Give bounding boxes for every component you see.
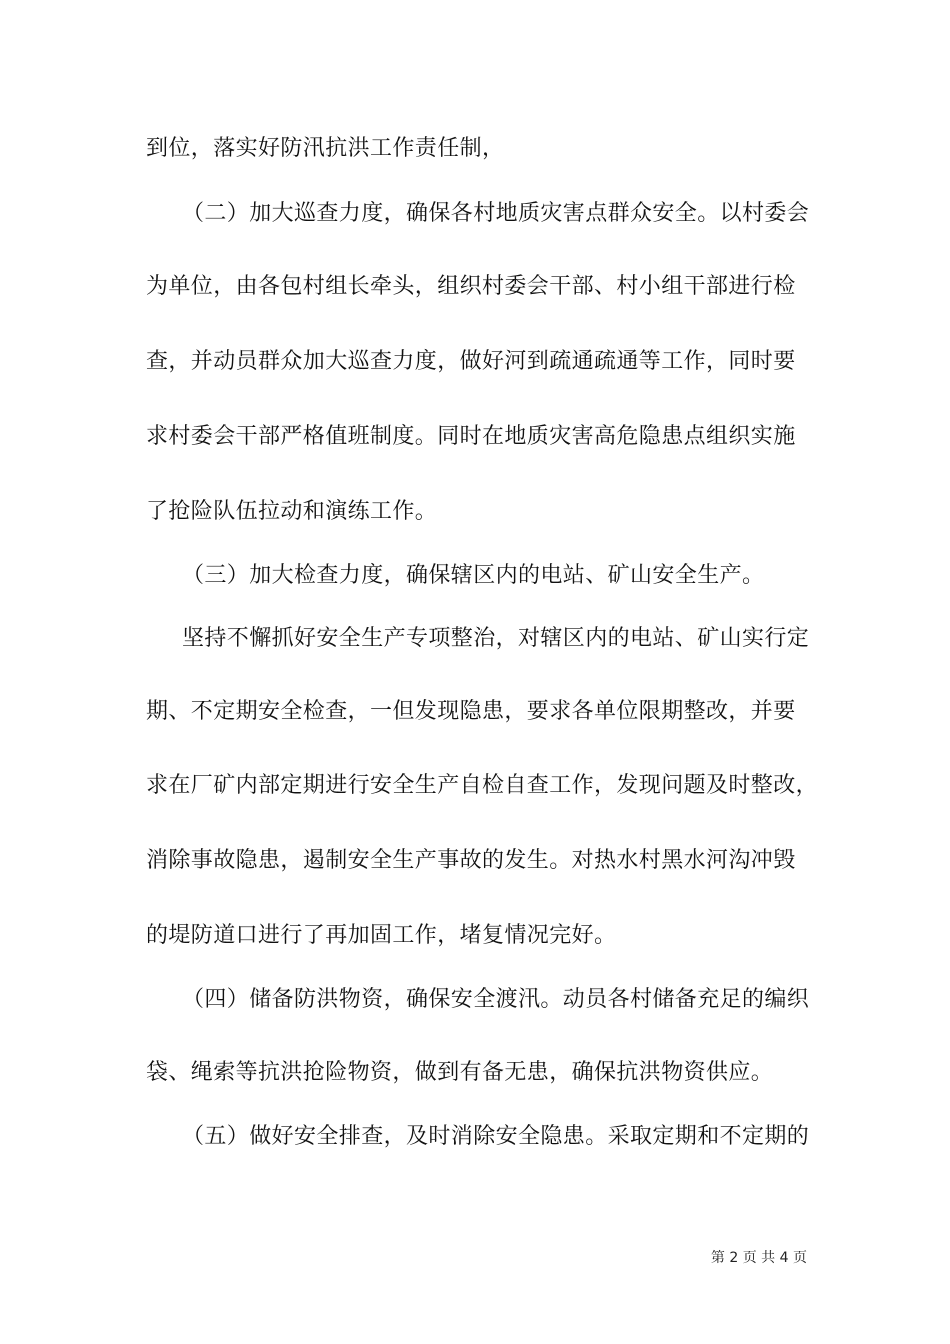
paragraph-line: 期、不定期安全检查，一但发现隐患，要求各单位限期整改，并要 (146, 699, 796, 724)
paragraph-line: 的堤防道口进行了再加固工作，堵复情况完好。 (146, 923, 617, 948)
paragraph-line: 求在厂矿内部定期进行安全生产自检自查工作，发现问题及时整改， (146, 773, 819, 798)
paragraph-line: 查，并动员群众加大巡查力度，做好河到疏通疏通等工作，同时要 (146, 349, 796, 374)
paragraph-line: 求村委会干部严格值班制度。同时在地质灾害高危隐患点组织实施 (146, 424, 796, 449)
page-number-footer: 第 2 页 共 4 页 (710, 1250, 807, 1266)
paragraph-line: （三）加大检查力度，确保辖区内的电站、矿山安全生产。 (182, 563, 765, 588)
paragraph-line: 袋、绳索等抗洪抢险物资，做到有备无患，确保抗洪物资供应。 (146, 1060, 774, 1085)
paragraph-line: 到位，落实好防汛抗洪工作责任制， (146, 136, 505, 161)
paragraph-line: 为单位，由各包村组长牵头，组织村委会干部、村小组干部进行检 (146, 274, 796, 299)
paragraph-line: 坚持不懈抓好安全生产专项整治，对辖区内的电站、矿山实行定 (182, 626, 810, 651)
paragraph-line: 了抢险队伍拉动和演练工作。 (146, 499, 438, 524)
paragraph-line: （二）加大巡查力度，确保各村地质灾害点群众安全。以村委会 (182, 201, 810, 226)
paragraph-line: （五）做好安全排查，及时消除安全隐患。采取定期和不定期的 (182, 1124, 810, 1149)
paragraph-line: 消除事故隐患，遏制安全生产事故的发生。对热水村黑水河沟冲毁 (146, 848, 796, 873)
paragraph-line: （四）储备防洪物资，确保安全渡汛。动员各村储备充足的编织 (182, 987, 810, 1012)
